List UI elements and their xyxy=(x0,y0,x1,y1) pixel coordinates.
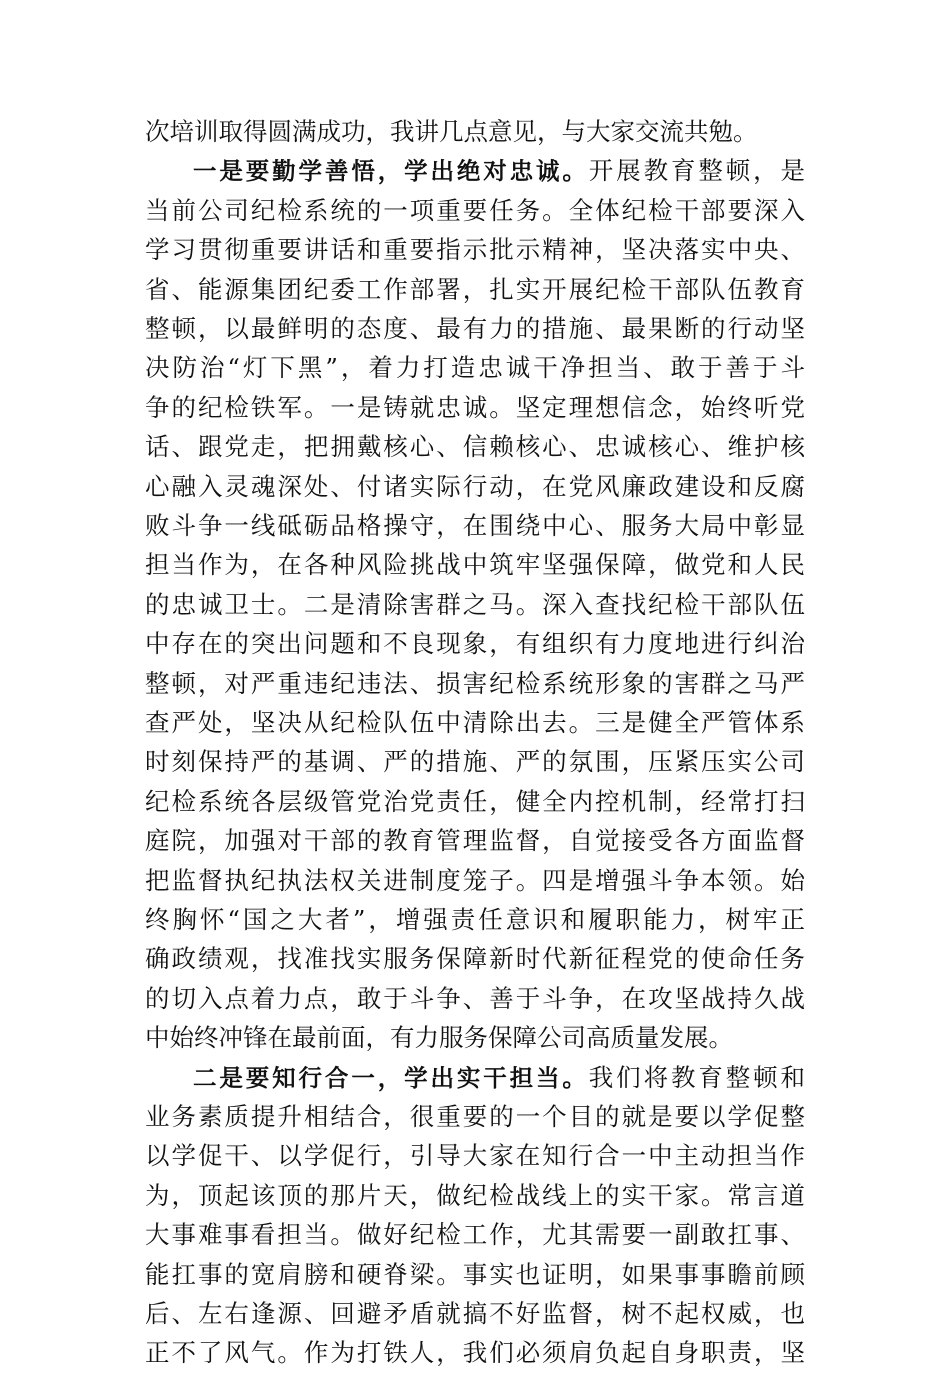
body-text-line xyxy=(145,979,805,1019)
line-text: 中存在的突出问题和不良现象，有组织有力度地进行纠治 xyxy=(145,629,805,659)
line-text: 时刻保持严的基调、严的措施、严的氛围，压紧压实公司 xyxy=(145,747,805,777)
line-text: 能扛事的宽肩膀和硬脊梁。事实也证明，如果事事瞻前顾 xyxy=(145,1259,805,1289)
line-text: 决防治“灯下黑”，着力打造忠诚干净担当、敢于善于斗 xyxy=(145,353,805,383)
line-text: 纪检系统各层级管党治党责任，健全内控机制，经常打扫 xyxy=(145,786,805,816)
line-text: 大事难事看担当。做好纪检工作，尤其需要一副敢扛事、 xyxy=(145,1220,805,1250)
line-text: 中始终冲锋在最前面，有力服务保障公司高质量发展。 xyxy=(145,1023,733,1053)
body-text-line xyxy=(145,506,805,546)
body-text-line xyxy=(145,309,805,349)
body-text-line xyxy=(145,900,805,940)
body-text-line xyxy=(145,427,805,467)
body-text-line xyxy=(145,821,805,861)
body-text-line xyxy=(145,861,805,901)
line-text: 学习贯彻重要讲话和重要指示批示精神，坚决落实中央、 xyxy=(145,235,805,265)
body-text-line xyxy=(145,782,805,822)
body-text-line xyxy=(145,703,805,743)
line-text: 整顿，对严重违纪违法、损害纪检系统形象的害群之马严 xyxy=(145,668,805,698)
line-text: 开展教育整顿，是 xyxy=(588,156,806,186)
line-text: 终胸怀“国之大者”，增强责任意识和履职能力，树牢正 xyxy=(145,905,805,934)
body-text-line xyxy=(145,585,805,625)
body-text-line xyxy=(145,1176,805,1216)
bold-lead-phrase: 一是要勤学善悟，学出绝对忠诚。 xyxy=(193,157,589,186)
line-text: 整顿，以最鲜明的态度、最有力的措施、最果断的行动坚 xyxy=(145,314,805,343)
body-text-line xyxy=(145,191,805,231)
line-text: 后、左右逢源、回避矛盾就搞不好监督，树不起权威，也 xyxy=(145,1299,805,1328)
body-text-line xyxy=(145,545,805,585)
line-text: 把监督执纪执法权关进制度笼子。四是增强斗争本领。始 xyxy=(145,865,805,895)
body-text-line xyxy=(145,112,805,152)
line-text: 以学促干、以学促行，引导大家在知行合一中主动担当作 xyxy=(145,1141,805,1171)
line-text: 庭院，加强对干部的教育管理监督，自觉接受各方面监督 xyxy=(145,826,805,856)
body-text-line xyxy=(145,742,805,782)
body-text-line xyxy=(145,1097,805,1137)
body-text-line xyxy=(145,388,805,428)
line-text: 业务素质提升相结合，很重要的一个目的就是要以学促整 xyxy=(145,1102,805,1131)
line-text: 争的纪检铁军。一是铸就忠诚。坚定理想信念，始终听党 xyxy=(145,392,805,422)
body-text-line xyxy=(145,1255,805,1295)
body-text-line xyxy=(145,1136,805,1176)
line-text: 的忠诚卫士。二是清除害群之马。深入查找纪检干部队伍 xyxy=(145,589,805,619)
body-text-line xyxy=(145,664,805,704)
line-text: 败斗争一线砥砺品格操守，在围绕中心、服务大局中彰显 xyxy=(145,511,805,540)
line-text: 为，顶起该顶的那片天，做纪检战线上的实干家。常言道 xyxy=(145,1180,805,1210)
line-text: 省、能源集团纪委工作部署，扎实开展纪检干部队伍教育 xyxy=(145,274,805,304)
bold-lead-phrase: 二是要知行合一，学出实干担当。 xyxy=(193,1063,589,1092)
line-text: 担当作为，在各种风险挑战中筑牢坚强保障，做党和人民 xyxy=(145,550,805,580)
paragraph-heading-line xyxy=(193,1058,805,1098)
body-text-line xyxy=(145,939,805,979)
body-text-line xyxy=(145,624,805,664)
line-text: 查严处，坚决从纪检队伍中清除出去。三是健全严管体系 xyxy=(145,708,805,737)
document-page xyxy=(145,0,806,1368)
body-text-line xyxy=(145,1294,805,1334)
paragraph-heading-line xyxy=(193,151,805,191)
body-text-line xyxy=(145,270,805,310)
body-text-line xyxy=(145,230,805,270)
line-text: 次培训取得圆满成功，我讲几点意见，与大家交流共勉。 xyxy=(145,117,758,146)
body-text-line xyxy=(145,1215,805,1255)
line-text: 确政绩观，找准找实服务保障新时代新征程党的使命任务 xyxy=(145,944,805,974)
line-text: 我们将教育整顿和 xyxy=(588,1062,806,1092)
line-text: 心融入灵魂深处、付诸实际行动，在党风廉政建设和反腐 xyxy=(145,471,805,501)
line-text: 话、跟党走，把拥戴核心、信赖核心、忠诚核心、维护核 xyxy=(145,432,805,462)
body-text-line xyxy=(145,1018,805,1058)
line-text: 当前公司纪检系统的一项重要任务。全体纪检干部要深入 xyxy=(145,195,805,225)
line-text: 的切入点着力点，敢于斗争、善于斗争，在攻坚战持久战 xyxy=(145,983,805,1013)
body-text-line xyxy=(145,348,805,388)
line-text: 正不了风气。作为打铁人，我们必须肩负起自身职责，坚 xyxy=(145,1338,805,1368)
body-text-line xyxy=(145,467,805,507)
body-text-line xyxy=(145,1333,805,1373)
